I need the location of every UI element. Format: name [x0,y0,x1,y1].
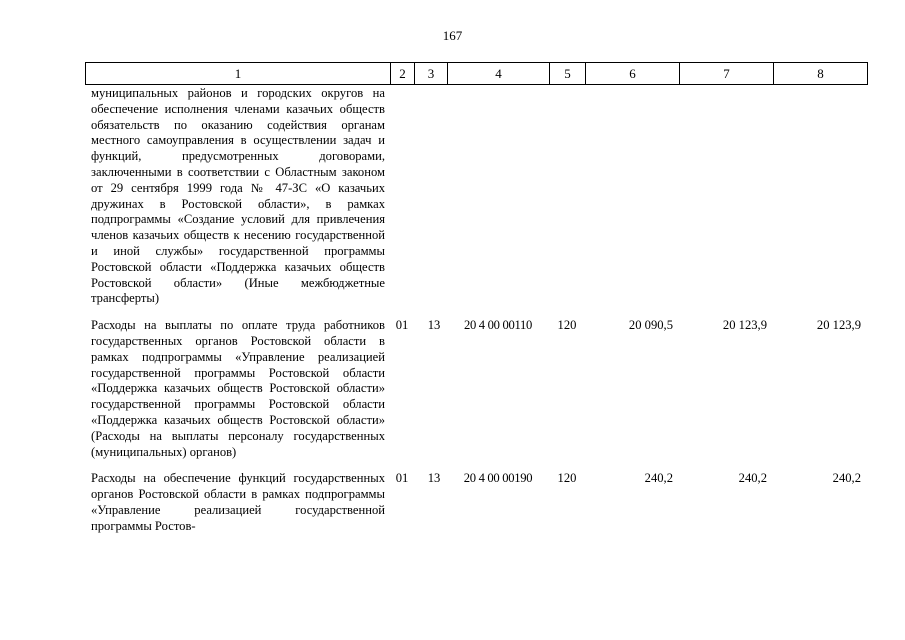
target-article-code: 20 4 00 00190 [463,471,533,486]
column-header-5: 5 [550,63,586,85]
column-number-header [85,62,868,85]
column-header-4: 4 [448,63,550,85]
table-row [85,86,867,307]
row-description: Расходы на обеспечение функций государственных органов Ростовской области в рамках подпрограммы «Управление реализацией государственной программы Ростов- [91,471,385,533]
amount-year-3: 20 123,9 [816,318,861,333]
amount-year-2: 240,2 [738,471,767,486]
subsection-code: 13 [427,318,441,333]
budget-rows [85,86,867,535]
amount-year-2: 20 123,9 [722,318,767,333]
amount-year-1: 240,2 [644,471,673,486]
column-header-2: 2 [391,63,415,85]
row-description: Расходы на выплаты по оплате труда работников государственных органов Ростовской области в рамках подпрограммы «Управление реализацией государственной программы Ростовской области «Поддержка казачьих обществ Ростовской области» государственной программы Ростовской области «Поддержка казачьих обществ Ростовской области» (Расходы на выплаты персоналу государственных (муниципальных) органов) [91,318,385,459]
column-header-3: 3 [415,63,448,85]
column-header-7: 7 [680,63,774,85]
column-header-8: 8 [774,63,868,85]
row-description: муниципальных районов и городских округов на обеспечение исполнения членами казачьих обществ обязательств по оказанию содействия органам местного самоуправления в осуществлении задач и функций, предусмотренных договорами, заключенными в соответствии с Областным законом от 29 сентября 1999 года № 47-ЗС «О казачьих дружинах в Ростовской области», в рамках подпрограммы «Создание условий для привлечения членов казачьих обществ к несению государственной и иной службы» государственной программы Ростовской области «Поддержка казачьих обществ Ростовской области» (Иные межбюджетные трансферты) [91,86,385,306]
column-header-6: 6 [586,63,680,85]
target-article-code: 20 4 00 00110 [463,318,533,333]
table-row [85,471,867,534]
amount-year-3: 240,2 [832,471,861,486]
section-code: 01 [395,318,409,333]
subsection-code: 13 [427,471,441,486]
amount-year-1: 20 090,5 [628,318,673,333]
page-number: 167 [442,28,463,43]
expense-type-code: 120 [557,471,577,486]
column-header-1: 1 [86,63,391,85]
section-code: 01 [395,471,409,486]
table-row [85,318,867,460]
expense-type-code: 120 [557,318,577,333]
